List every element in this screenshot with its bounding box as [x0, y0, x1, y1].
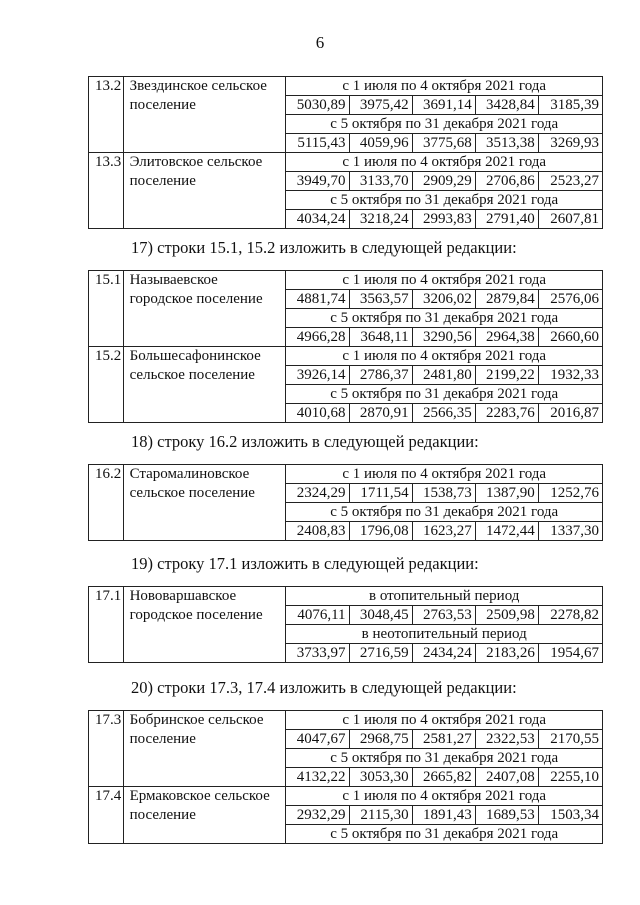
- tariff-value: 2791,40: [475, 210, 538, 229]
- period-label: с 5 октября по 31 декабря 2021 года: [286, 385, 603, 404]
- tariff-value: 3949,70: [286, 172, 349, 191]
- table-row: [89, 711, 603, 730]
- tariff-value: 3053,30: [349, 768, 412, 787]
- tariff-value: 2576,06: [538, 290, 602, 309]
- tariff-value: 3206,02: [412, 290, 475, 309]
- tariff-value: 2665,82: [412, 768, 475, 787]
- tariff-value: 1891,43: [412, 806, 475, 825]
- tariff-value: 2870,91: [349, 404, 412, 423]
- tariff-value: 2283,76: [475, 404, 538, 423]
- row-number: 17.3: [89, 711, 124, 787]
- row-number: 15.2: [89, 347, 124, 423]
- settlement-name-line: Называевское: [129, 272, 218, 288]
- settlement-name: [123, 787, 286, 844]
- tariff-value: 3218,24: [349, 210, 412, 229]
- tariff-value: 2716,59: [349, 644, 412, 663]
- amendment-instruction: 20) строки 17.3, 17.4 изложить в следующей редакции:: [131, 678, 517, 697]
- period-label: с 1 июля по 4 октября 2021 года: [286, 77, 603, 96]
- table-row: [89, 587, 603, 606]
- settlement-name: [123, 153, 286, 229]
- period-label: с 1 июля по 4 октября 2021 года: [286, 271, 603, 290]
- tariff-value: 2660,60: [538, 328, 602, 347]
- tariff-value: 2407,08: [475, 768, 538, 787]
- tariff-value: 1623,27: [412, 522, 475, 541]
- tariff-value: 3048,45: [349, 606, 412, 625]
- period-label: с 5 октября по 31 декабря 2021 года: [286, 115, 603, 134]
- tariff-value: 2255,10: [538, 768, 602, 787]
- tariff-value: 5115,43: [286, 134, 349, 153]
- settlement-name-line: Старомалиновское: [129, 466, 250, 482]
- table-row: [89, 787, 603, 806]
- tariff-value: 3775,68: [412, 134, 475, 153]
- tariff-value: 3428,84: [475, 96, 538, 115]
- settlement-name-line: Большесафонинское: [129, 348, 261, 364]
- table-row: [89, 465, 603, 484]
- settlement-name-line: Ермаковское сельское: [129, 788, 270, 804]
- settlement-name-line: поселение: [129, 807, 196, 823]
- tariff-value: 2170,55: [538, 730, 602, 749]
- settlement-name-line: Нововаршавское: [129, 588, 237, 604]
- tariff-value: 1252,76: [538, 484, 602, 503]
- table-row: [89, 271, 603, 290]
- tariff-value: 2968,75: [349, 730, 412, 749]
- tariff-value: 2932,29: [286, 806, 349, 825]
- tariff-value: 1337,30: [538, 522, 602, 541]
- tariff-value: 1503,34: [538, 806, 602, 825]
- tariff-value: 2199,22: [475, 366, 538, 385]
- settlement-name: [123, 711, 286, 787]
- tariff-value: 1387,90: [475, 484, 538, 503]
- tariff-value: 2523,27: [538, 172, 602, 191]
- settlement-name: [123, 77, 286, 153]
- tariff-value: 3563,57: [349, 290, 412, 309]
- settlement-name: [123, 587, 286, 663]
- tariff-value: 2706,86: [475, 172, 538, 191]
- tariff-table: [88, 710, 603, 844]
- tariff-value: 4034,24: [286, 210, 349, 229]
- settlement-name-line: поселение: [129, 173, 196, 189]
- tariff-value: 2115,30: [349, 806, 412, 825]
- settlement-name-line: Звездинское сельское: [129, 78, 267, 94]
- amendment-instruction: 17) строки 15.1, 15.2 изложить в следующей редакции:: [131, 238, 517, 257]
- tariff-value: 1932,33: [538, 366, 602, 385]
- tariff-value: 2481,80: [412, 366, 475, 385]
- tariff-value: 4010,68: [286, 404, 349, 423]
- settlement-name-line: городское поселение: [129, 291, 263, 307]
- settlement-name: [123, 465, 286, 541]
- table-row: [89, 153, 603, 172]
- period-label: в неотопительный период: [286, 625, 603, 644]
- tariff-value: 2509,98: [475, 606, 538, 625]
- settlement-name-line: сельское поселение: [129, 367, 255, 383]
- tariff-value: 2909,29: [412, 172, 475, 191]
- settlement-name-line: поселение: [129, 731, 196, 747]
- tariff-table: [88, 270, 603, 423]
- tariff-value: 3269,93: [538, 134, 602, 153]
- tariff-value: 2016,87: [538, 404, 602, 423]
- tariff-value: 2879,84: [475, 290, 538, 309]
- tariff-value: 4076,11: [286, 606, 349, 625]
- tariff-value: 3648,11: [349, 328, 412, 347]
- amendment-instruction: 18) строку 16.2 изложить в следующей редакции:: [131, 432, 479, 451]
- row-number: 13.2: [89, 77, 124, 153]
- settlement-name-line: сельское поселение: [129, 485, 255, 501]
- period-label: с 1 июля по 4 октября 2021 года: [286, 153, 603, 172]
- settlement-name: [123, 271, 286, 347]
- tariff-value: 2607,81: [538, 210, 602, 229]
- tariff-table: [88, 586, 603, 663]
- tariff-value: 3926,14: [286, 366, 349, 385]
- tariff-value: 2408,83: [286, 522, 349, 541]
- row-number: 15.1: [89, 271, 124, 347]
- tariff-value: 4047,67: [286, 730, 349, 749]
- tariff-value: 4132,22: [286, 768, 349, 787]
- tariff-value: 3975,42: [349, 96, 412, 115]
- row-number: 16.2: [89, 465, 124, 541]
- period-label: с 5 октября по 31 декабря 2021 года: [286, 503, 603, 522]
- tariff-value: 2278,82: [538, 606, 602, 625]
- tariff-value: 2581,27: [412, 730, 475, 749]
- tariff-value: 1711,54: [349, 484, 412, 503]
- period-label: с 1 июля по 4 октября 2021 года: [286, 711, 603, 730]
- tariff-table: [88, 464, 603, 541]
- tariff-value: 1472,44: [475, 522, 538, 541]
- settlement-name-line: Элитовское сельское: [129, 154, 263, 170]
- tariff-value: 3185,39: [538, 96, 602, 115]
- row-number: 13.3: [89, 153, 124, 229]
- period-label: в отопительный период: [286, 587, 603, 606]
- settlement-name-line: поселение: [129, 97, 196, 113]
- period-label: с 5 октября по 31 декабря 2021 года: [286, 309, 603, 328]
- tariff-value: 3733,97: [286, 644, 349, 663]
- tariff-value: 2993,83: [412, 210, 475, 229]
- settlement-name-line: городское поселение: [129, 607, 263, 623]
- table-row: [89, 77, 603, 96]
- period-label: с 5 октября по 31 декабря 2021 года: [286, 191, 603, 210]
- tariff-value: 2763,53: [412, 606, 475, 625]
- tariff-value: 3133,70: [349, 172, 412, 191]
- tariff-value: 3290,56: [412, 328, 475, 347]
- table-row: [89, 347, 603, 366]
- page-number: 6: [315, 33, 325, 52]
- settlement-name-line: Бобринское сельское: [129, 712, 264, 728]
- tariff-value: 4059,96: [349, 134, 412, 153]
- tariff-value: 1538,73: [412, 484, 475, 503]
- tariff-value: 1689,53: [475, 806, 538, 825]
- period-label: с 5 октября по 31 декабря 2021 года: [286, 749, 603, 768]
- period-label: с 1 июля по 4 октября 2021 года: [286, 347, 603, 366]
- period-label: с 1 июля по 4 октября 2021 года: [286, 465, 603, 484]
- tariff-value: 2183,26: [475, 644, 538, 663]
- tariff-value: 2434,24: [412, 644, 475, 663]
- tariff-value: 3513,38: [475, 134, 538, 153]
- tariff-value: 2566,35: [412, 404, 475, 423]
- row-number: 17.4: [89, 787, 124, 844]
- tariff-value: 4966,28: [286, 328, 349, 347]
- row-number: 17.1: [89, 587, 124, 663]
- amendment-instruction: 19) строку 17.1 изложить в следующей редакции:: [131, 554, 479, 573]
- tariff-value: 2786,37: [349, 366, 412, 385]
- tariff-value: 3691,14: [412, 96, 475, 115]
- tariff-value: 2324,29: [286, 484, 349, 503]
- period-label: с 5 октября по 31 декабря 2021 года: [286, 825, 603, 844]
- tariff-table: [88, 76, 603, 229]
- tariff-value: 2964,38: [475, 328, 538, 347]
- tariff-value: 2322,53: [475, 730, 538, 749]
- period-label: с 1 июля по 4 октября 2021 года: [286, 787, 603, 806]
- tariff-value: 1796,08: [349, 522, 412, 541]
- tariff-value: 4881,74: [286, 290, 349, 309]
- tariff-value: 5030,89: [286, 96, 349, 115]
- settlement-name: [123, 347, 286, 423]
- tariff-value: 1954,67: [538, 644, 602, 663]
